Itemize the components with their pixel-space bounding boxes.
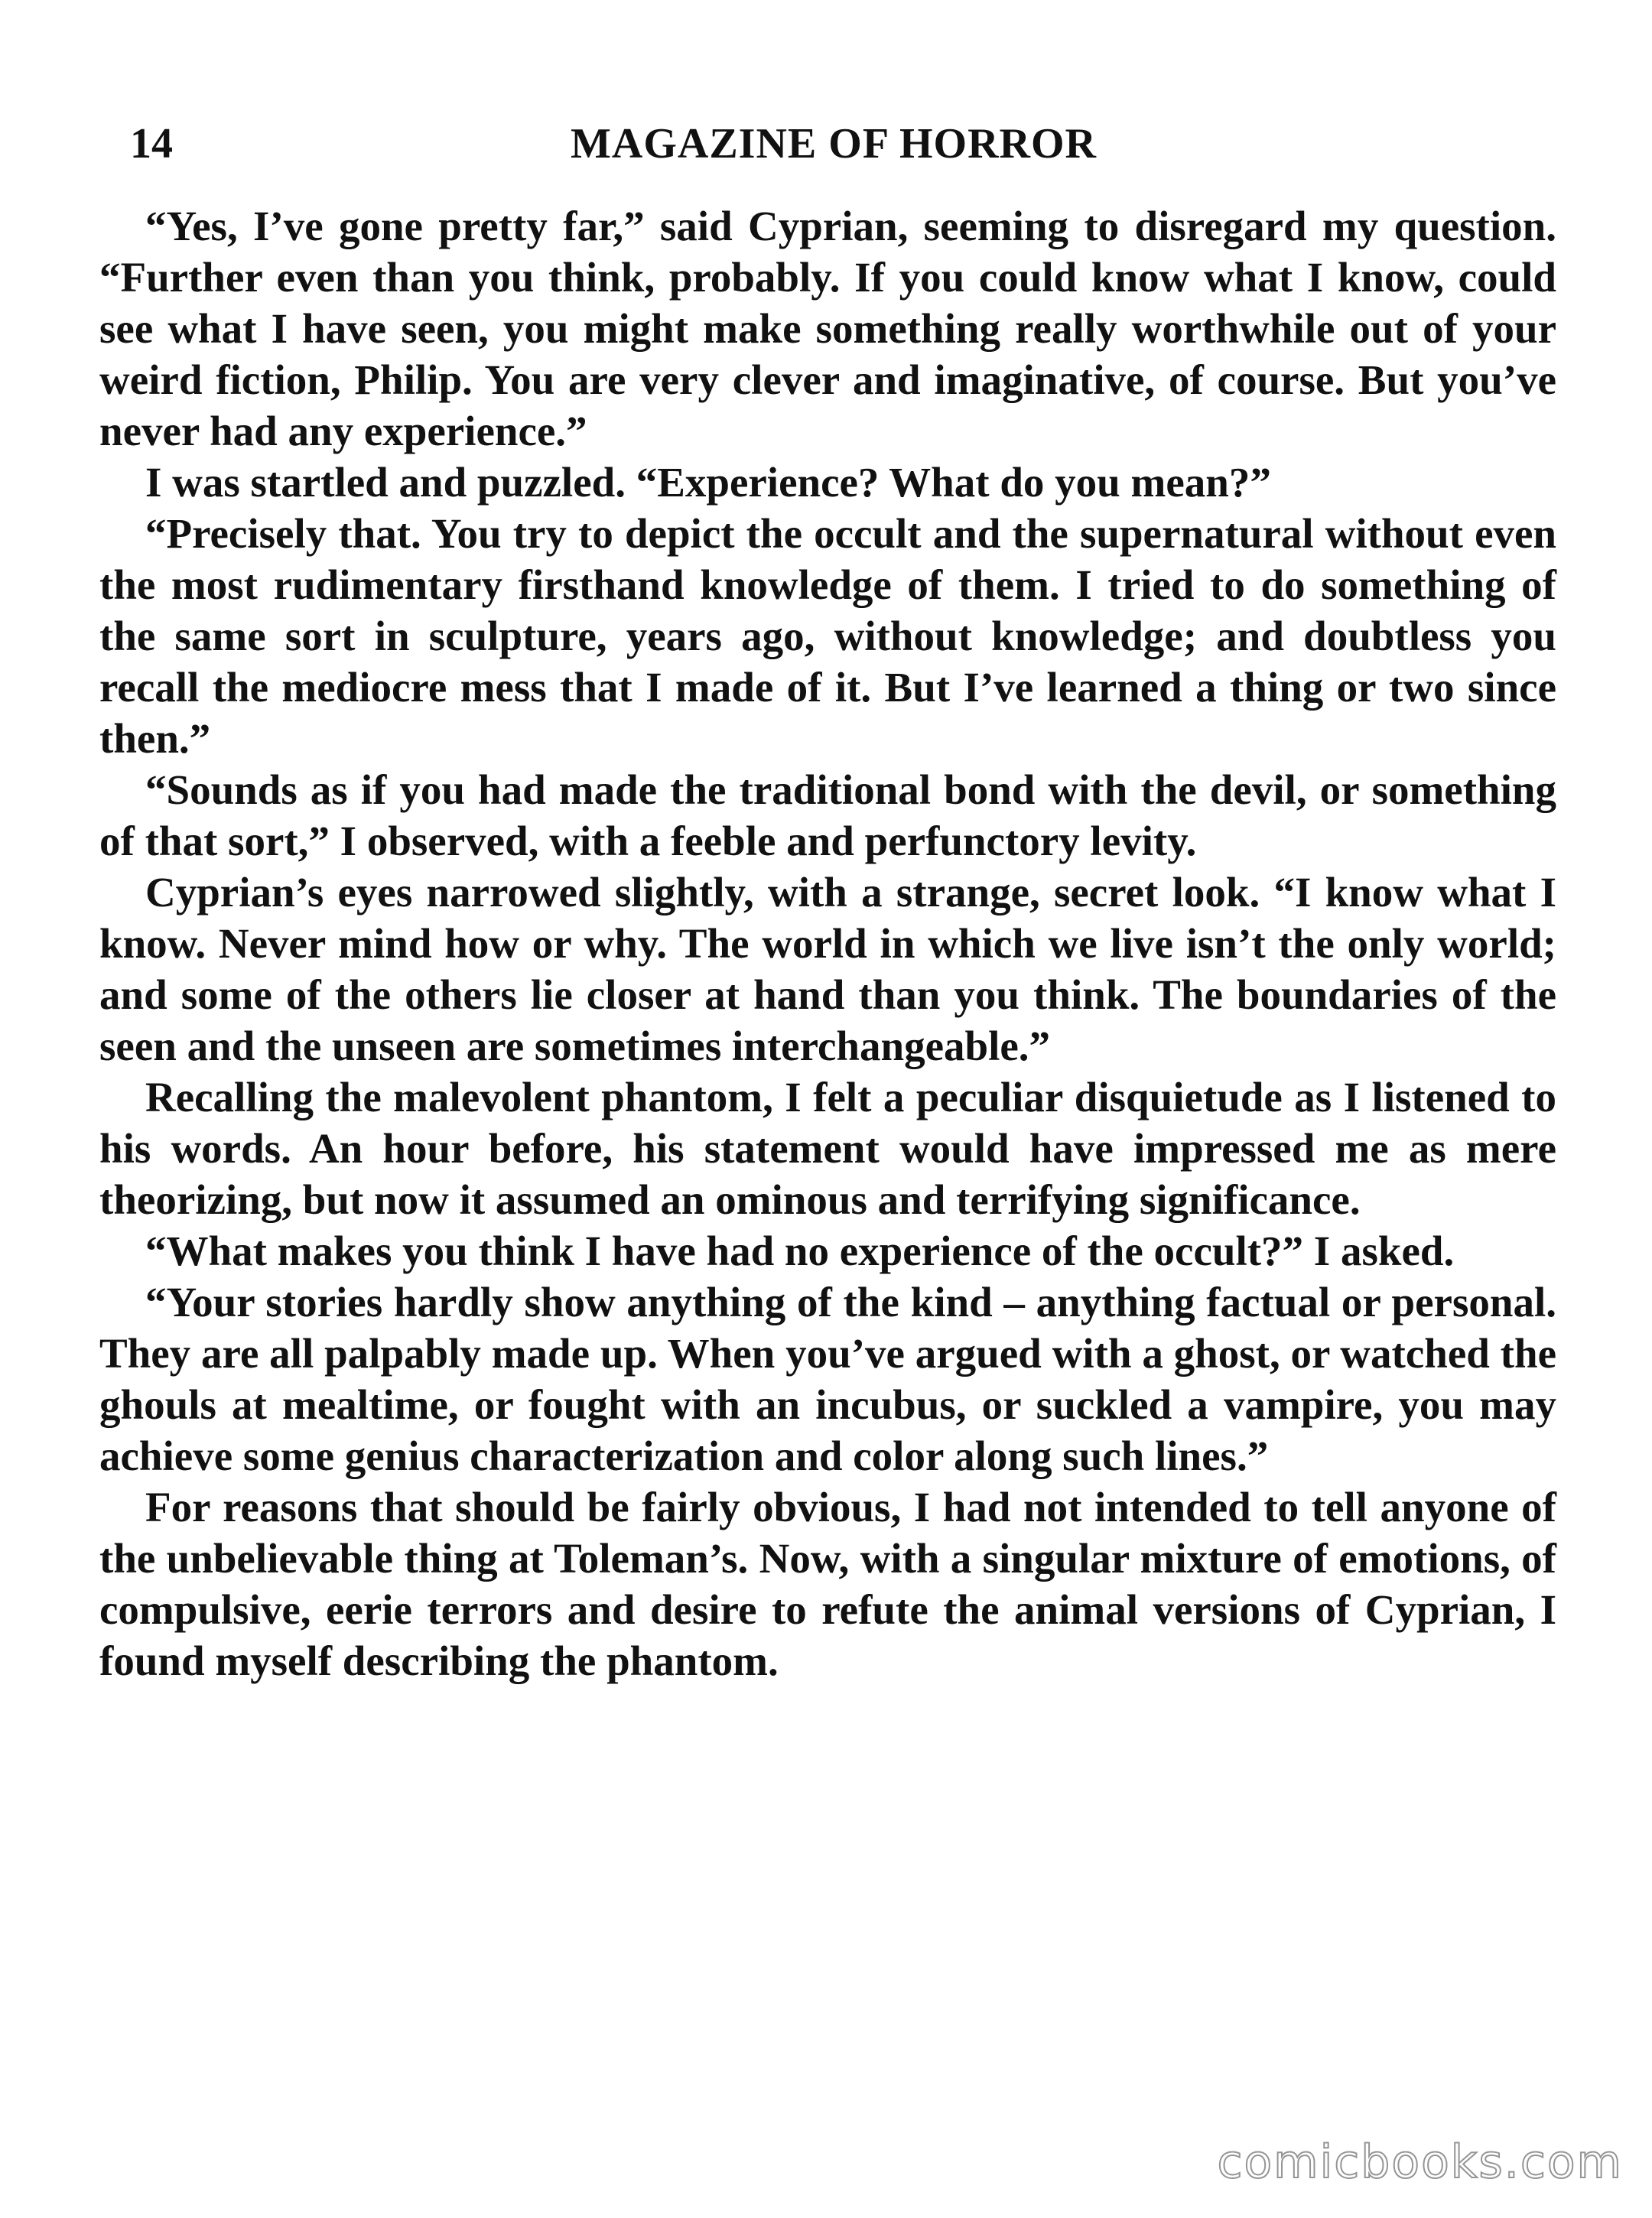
paragraph: Recalling the malevolent phantom, I felt a peculiar disquietude as I listened to his words. An hour before, his statement would have impressed me as mere theorizing, but now it assumed an ominous and terrifying significance. bbox=[99, 1074, 1556, 1223]
paragraph: “Yes, I’ve gone pretty far,” said Cyprian, seeming to disregard my question. “Further even than you think, probably. If you could know what I know, could see what I have seen, you might make something really worthwhile out of your weird fiction, Philip. You are very clever and imaginative, of course. But you’ve never had any experience.” bbox=[99, 203, 1556, 454]
paragraph: “Your stories hardly show anything of the kind – anything factual or personal. They are all palpably made up. When you’ve argued with a ghost, or watched the ghouls at mealtime, or fought with an incubus, or suckled a vampire, you may achieve some genius characterization and color along such lines.” bbox=[99, 1279, 1556, 1479]
story-text bbox=[99, 200, 1556, 1686]
running-title: MAGAZINE OF HORROR bbox=[571, 120, 1097, 167]
paragraph: “Precisely that. You try to depict the occult and the supernatural without even the most rudimentary firsthand knowledge of them. I tried to do something of the same sort in sculpture, years ago, without knowledge; and doubtless you recall the mediocre mess that I made of it. But I’ve learned a thing or two since then.” bbox=[99, 510, 1556, 762]
paragraph: I was startled and puzzled. “Experience? What do you mean?” bbox=[145, 459, 1271, 506]
paragraph: “Sounds as if you had made the traditional bond with the devil, or something of that sort,” I observed, with a feeble and perfunctory levity. bbox=[99, 766, 1556, 864]
paragraph: “What makes you think I have had no experience of the occult?” I asked. bbox=[145, 1228, 1455, 1274]
running-head bbox=[99, 113, 1568, 174]
watermark: comicbooks.com bbox=[1217, 2135, 1623, 2189]
page-number: 14 bbox=[130, 120, 173, 167]
paragraph: For reasons that should be fairly obvious, I had not intended to tell anyone of the unbelievable thing at Toleman’s. Now, with a singular mixture of emotions, of compulsive, eerie terrors and desire to refute the animal versions of Cyprian, I found myself describing the phantom. bbox=[99, 1484, 1556, 1684]
paragraph: Cyprian’s eyes narrowed slightly, with a strange, secret look. “I know what I know. Never mind how or why. The world in which we live isn’t the only world; and some of the others lie closer at hand than you think. The boundaries of the seen and the unseen are sometimes interchangeable.” bbox=[99, 869, 1556, 1069]
